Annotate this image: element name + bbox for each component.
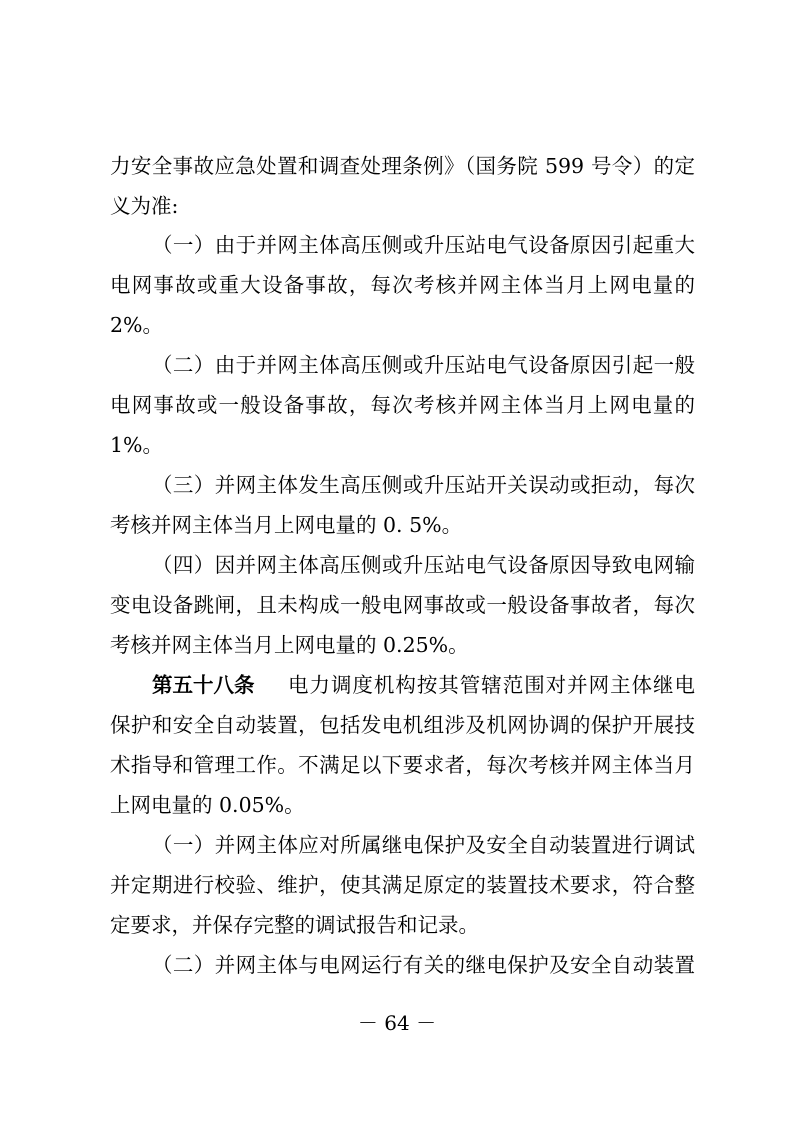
clause-1-line: （一）并网主体应对所属继电保护及安全自动装置进行调试 [152,833,695,857]
paragraph-line: 定要求，并保存完整的调试报告和记录。 [110,913,479,937]
paragraph-line: 2%。 [110,313,164,337]
paragraph-line: 电网事故或重大设备事故，每次考核并网主体当月上网电量的 [110,273,695,297]
article-58-first-line [152,672,695,698]
paragraph-line: 变电设备跳闸，且未构成一般电网事故或一般设备事故者，每次 [110,593,695,617]
paragraph-line: 考核并网主体当月上网电量的 0. 5%。 [110,513,463,537]
clause-2-line: （二）由于并网主体高压侧或升压站电气设备原因引起一般 [152,353,695,377]
paragraph-line: 保护和安全自动装置，包括发电机组涉及机网协调的保护开展技 [110,713,695,737]
article-heading: 第五十八条 [152,673,255,697]
paragraph-line: 力安全事故应急处置和调查处理条例》（国务院 599 号令）的定 [110,154,695,178]
paragraph-line: 上网电量的 0.05%。 [110,793,305,817]
page-number: － 64 － [357,1011,437,1035]
clause-2-line: （二）并网主体与电网运行有关的继电保护及安全自动装置 [152,953,695,977]
paragraph-line: 并定期进行校验、维护，使其满足原定的装置技术要求，符合整 [110,873,695,897]
clause-4-line: （四）因并网主体高压侧或升压站电气设备原因导致电网输 [152,553,695,577]
paragraph-line: 义为准: [110,194,179,218]
clause-3-line: （三）并网主体发生高压侧或升压站开关误动或拒动，每次 [152,473,695,497]
paragraph-line: 电网事故或一般设备事故，每次考核并网主体当月上网电量的 [110,393,695,417]
paragraph-line: 术指导和管理工作。不满足以下要求者，每次考核并网主体当月 [110,753,695,777]
paragraph-line: 1%。 [110,433,164,457]
article-58-text: 电力调度机构按其管辖范围对并网主体继电 [288,673,695,697]
paragraph-line: 考核并网主体当月上网电量的 0.25%。 [110,633,469,657]
clause-1-line: （一）由于并网主体高压侧或升压站电气设备原因引起重大 [152,233,695,257]
